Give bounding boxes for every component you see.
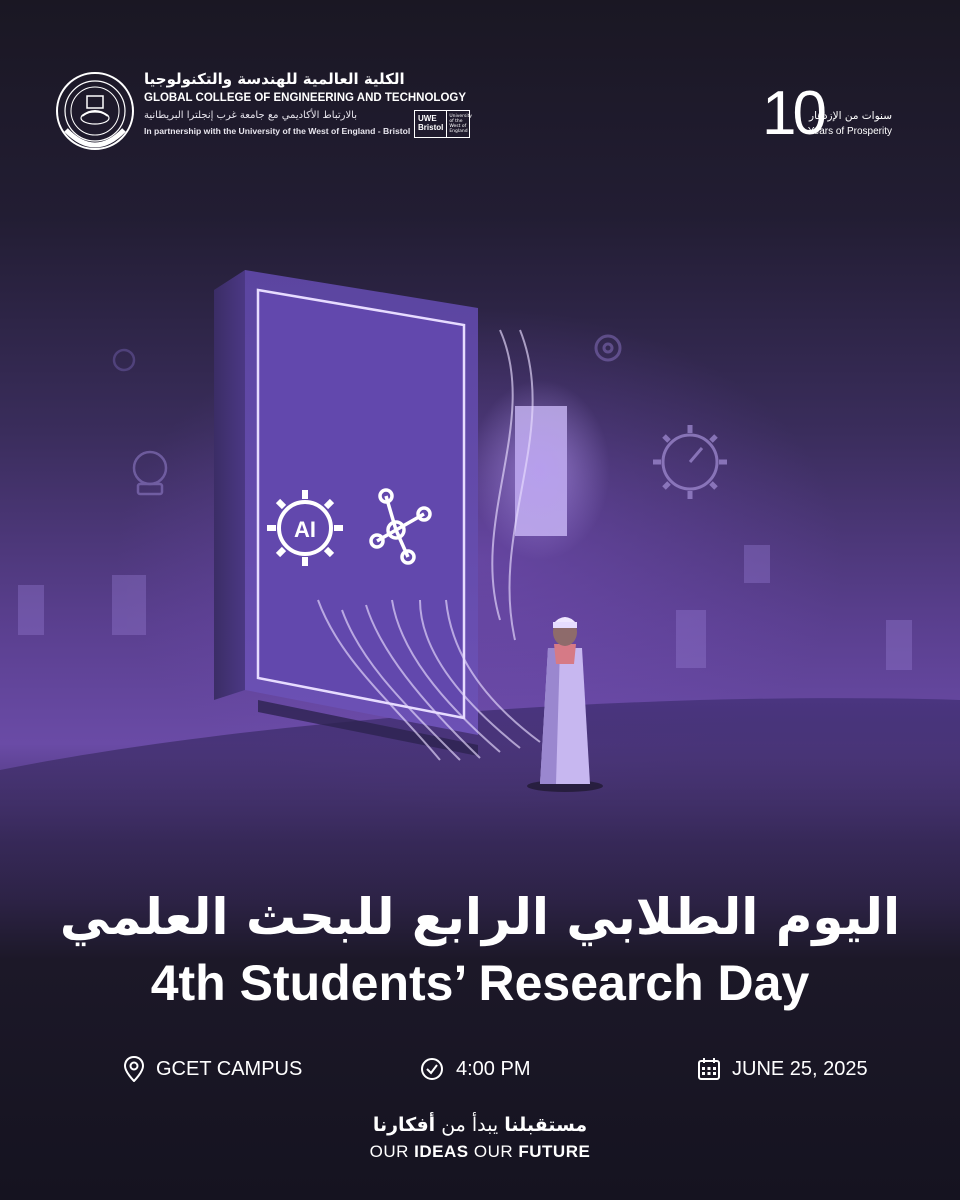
uwe-logo-line2: Bristol [418,123,444,132]
robot-head-icon [134,452,166,494]
partnership-en: In partnership with the University of the West of England - Bristol [144,126,411,136]
ai-label: AI [294,517,316,542]
event-title-ar: اليوم الطلابي الرابع للبحث العلمي [59,888,901,946]
clock-icon [420,1057,444,1081]
event-title-en: 4th Students’ Research Day [150,955,810,1011]
college-name-ar: الكلية العالمية للهندسة والتكنولوجيا [144,70,405,88]
uwe-logo [414,110,473,138]
giant-screen [214,270,478,756]
event-location [124,1054,302,1084]
gear-icon [653,425,727,499]
slogan-en-part3: OUR [473,1142,514,1161]
calendar-icon [698,1058,720,1080]
time-text: 4:00 PM [456,1057,531,1080]
slogan-ar-part1: مستقبلنا [504,1114,588,1136]
slogan-ar [0,1114,960,1136]
anniversary-badge [762,79,902,148]
slogan-en-part4: FUTURE [518,1142,591,1161]
college-name-en: GLOBAL COLLEGE OF ENGINEERING AND TECHNOLOGY [144,92,467,104]
slogan-en-part1: OUR [369,1142,409,1161]
partnership-ar: بالارتباط الأكاديمي مع جامعة غرب إنجلترا البريطانية [144,110,357,121]
slogan-en [0,1142,960,1162]
location-pin-icon [124,1056,144,1082]
small-gear-icon [596,336,620,360]
college-logo [52,68,473,158]
anniversary-label-en: Years of Prosperity [807,126,892,137]
slogan-en-part2: IDEAS [414,1142,469,1161]
event-date [698,1054,868,1084]
anniversary-number: 10 [762,79,823,148]
small-robot-icon [114,350,134,370]
slogan-ar-part2: يبدأ من [441,1114,499,1136]
date-text: JUNE 25, 2025 [732,1057,868,1080]
floor [0,698,960,900]
college-crest-icon [52,68,138,154]
event-time [420,1054,530,1084]
location-text: GCET CAMPUS [156,1057,303,1080]
anniversary-label-ar: سنوات من الإزدهار [809,110,892,122]
uwe-logo-sub: University of the West of England [449,114,473,134]
uwe-logo-line1: UWE [418,114,437,123]
slogan-ar-part3: أفكارنا [372,1114,436,1136]
